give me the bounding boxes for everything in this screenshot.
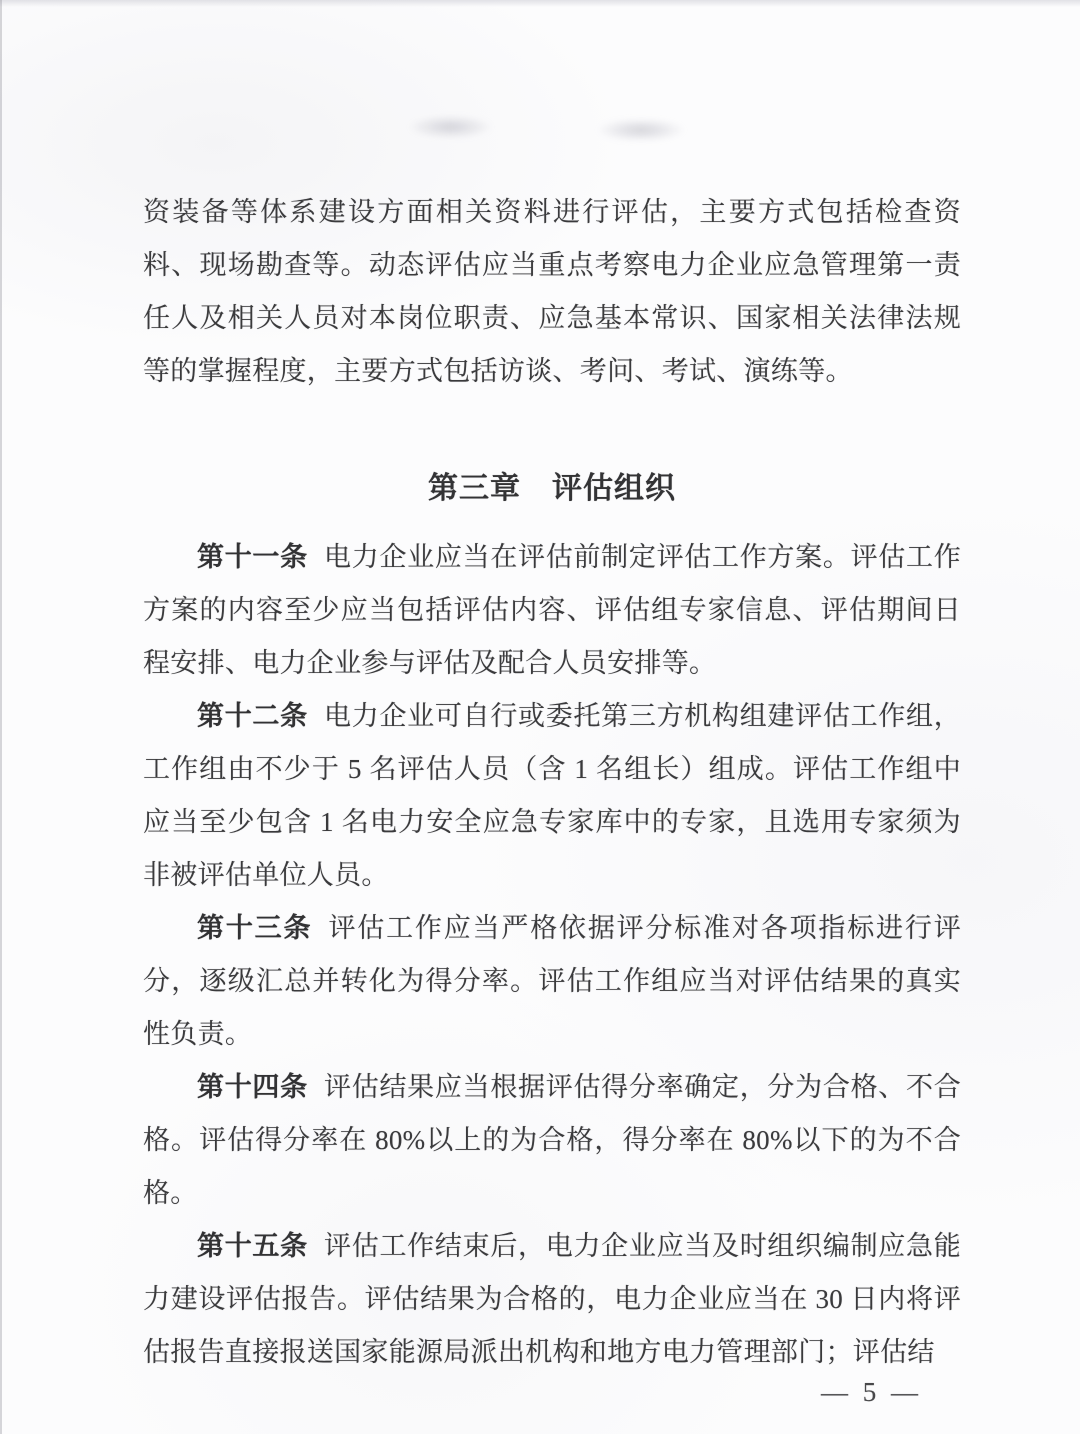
article-paragraph (143, 1220, 961, 1379)
article-number: 第十二条 (197, 701, 308, 731)
article-text: 评估工作结束后，电力企业应当及时组织编制应急能力建设评估报告。评估结果为合格的，电力企业应当在 30 日内将评估报告直接报送国家能源局派出机构和地方电力管理部门；评估结 (143, 1231, 962, 1367)
article-number: 第十一条 (197, 542, 308, 572)
article-text: 评估结果应当根据评估得分率确定，分为合格、不合格。评估得分率在 80%以上的为合格，得分率在 80%以下的为不合格。 (143, 1072, 962, 1208)
page-number: — 5 — (821, 1377, 922, 1407)
article-paragraph (143, 902, 961, 1061)
scan-edge-left (0, 0, 2, 1434)
article-text: 电力企业可自行或委托第三方机构组建评估工作组，工作组由不少于 5 名评估人员（含 1 名组长）组成。评估工作组中应当至少包含 1 名电力安全应急专家库中的专家，且选用专家须为非被评估单位人员。 (143, 701, 962, 890)
article-paragraph (143, 690, 961, 902)
article-number: 第十三条 (197, 913, 313, 943)
paragraph-continuation: 资装备等体系建设方面相关资料进行评估，主要方式包括检查资料、现场勘查等。动态评估应当重点考察电力企业应急管理第一责任人及相关人员对本岗位职责、应急基本常识、国家相关法律法规等的掌握程度，主要方式包括访谈、考问、考试、演练等。 (143, 197, 961, 386)
article-number: 第十四条 (197, 1072, 308, 1102)
page-content (143, 0, 961, 1379)
article-number: 第十五条 (197, 1231, 308, 1261)
article-text: 电力企业应当在评估前制定评估工作方案。评估工作方案的内容至少应当包括评估内容、评估组专家信息、评估期间日程安排、电力企业参与评估及配合人员安排等。 (143, 542, 962, 678)
chapter-heading: 第三章 评估组织 (428, 472, 676, 505)
article-text: 评估工作应当严格依据评分标准对各项指标进行评分，逐级汇总并转化为得分率。评估工作组应当对评估结果的真实性负责。 (143, 913, 961, 1049)
article-paragraph (143, 531, 961, 690)
article-paragraph (143, 1061, 961, 1220)
